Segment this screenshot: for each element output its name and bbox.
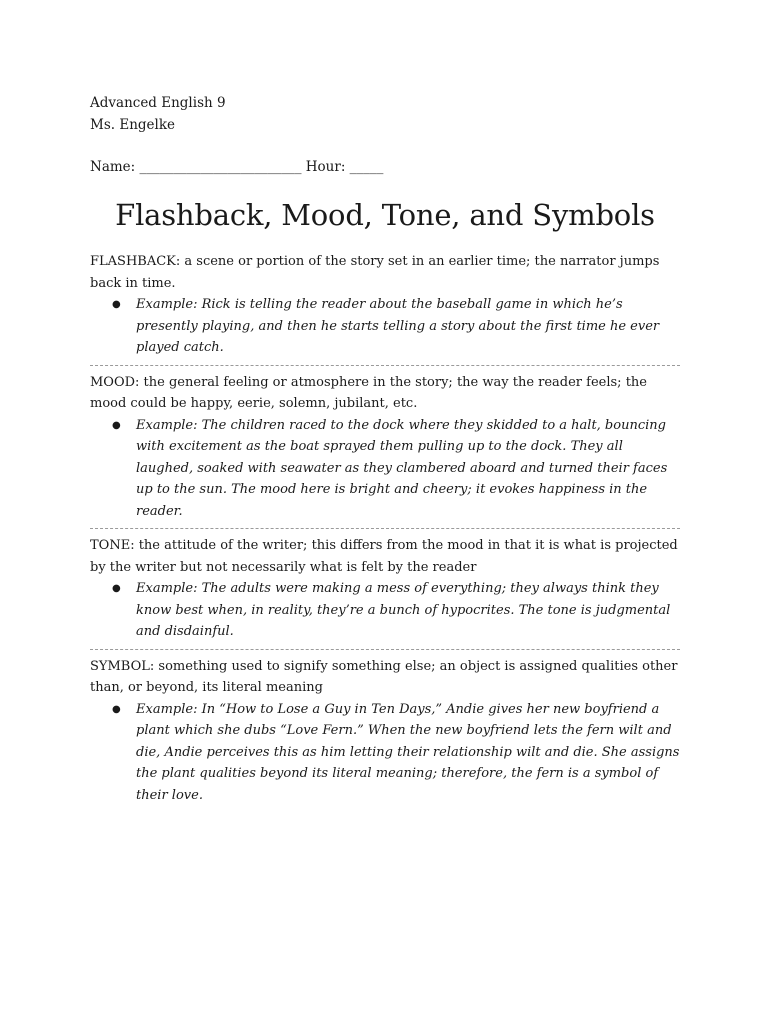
course-name: Advanced English 9 [90,95,226,111]
bullet-icon: ● [112,299,121,310]
section-divider [90,528,680,529]
bullet-icon: ● [112,703,121,715]
example-tone: Example: The adults were making a mess of everything; they always think they know best when, in reality, they’re a bunch of hypocrites. The tone is judgmental and disdainful. [136,581,671,639]
bullet-icon: ● [112,583,121,594]
section-tone [90,535,680,643]
section-mood [90,372,680,523]
bullet-icon: ● [112,419,121,431]
example-row-flashback [90,294,680,359]
worksheet-page [90,92,680,806]
example-symbol: Example: In “How to Lose a Guy in Ten Days,” Andie gives her new boyfriend a plant which she dubs “Love Fern.” When the new boyfriend lets the fern wilt and die, Andie perceives this as him letting their relationship wilt and die. She assigns the plant qualities beyond its literal meaning; therefore, the fern is a symbol of their love. [136,701,680,803]
definition-flashback: FLASHBACK: a scene or portion of the story set in an earlier time; the narrator jumps back in time. [90,254,660,291]
definition-tone: TONE: the attitude of the writer; this differs from the mood in that it is what is projected by the writer but not necessarily what is felt by the reader [90,538,678,575]
section-divider [90,365,680,366]
page-title: Flashback, Mood, Tone, and Symbols [115,198,655,232]
definition-mood: MOOD: the general feeling or atmosphere in the story; the way the reader feels; the mood could be happy, eerie, solemn, jubilant, etc. [90,374,647,411]
teacher-name: Ms. Engelke [90,117,176,133]
name-hour-line: Name: ________________________ Hour: _____ [90,159,384,175]
section-symbol [90,656,680,807]
section-divider [90,649,680,650]
example-row-symbol [90,699,680,807]
section-flashback [90,251,680,359]
example-mood: Example: The children raced to the dock where they skidded to a halt, bouncing with excitement as the boat sprayed them pulling up to the dock. They all laughed, soaked with seawater as they clambered aboard and turned their faces up to the sun. The mood here is bright and cheery; it evokes happiness in the reader. [136,417,668,519]
example-row-mood [90,415,680,523]
definition-symbol: SYMBOL: something used to signify something else; an object is assigned qualities other than, or beyond, its literal meaning [90,658,678,695]
example-row-tone [90,578,680,643]
example-flashback: Example: Rick is telling the reader about the baseball game in which he’s presently playing, and then he starts telling a story about the first time he ever played catch. [136,297,660,355]
